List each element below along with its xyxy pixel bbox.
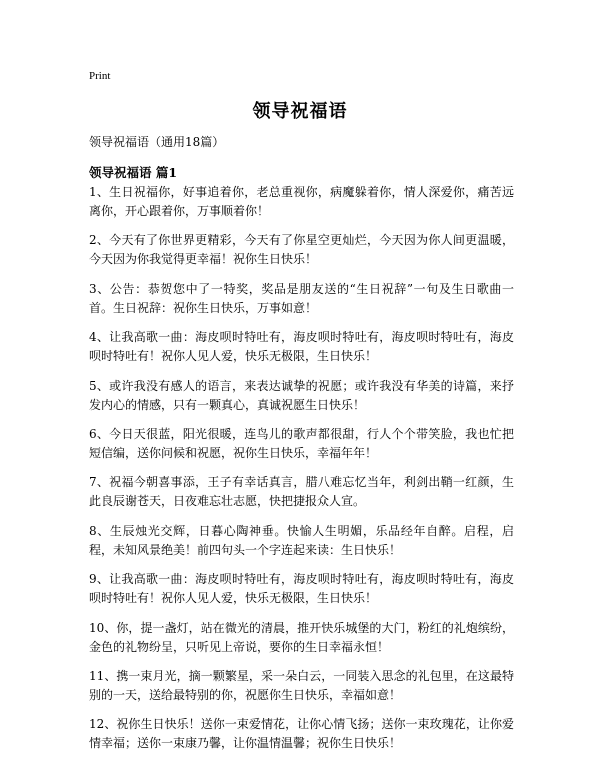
list-item: 12、祝你生日快乐！送你一束爱情花，让你心情飞扬；送你一束玫瑰花，让你爱情幸福；送你一束康乃馨，让你温情温馨；祝你生日快乐！ — [89, 717, 514, 751]
list-item: 6、今日天很蓝，阳光很暖，连鸟儿的歌声都很甜，行人个个带笑脸，我也忙把短信编，送你问候和祝愿，祝你生日快乐，幸福年年！ — [89, 426, 514, 460]
list-item: 7、祝福今朝喜事添，王子有幸话真言，腊八难忘忆当年，利剑出鞘一红颜，生此良辰谢苍天，日夜难忘壮志愿，快把捷报众人宣。 — [89, 475, 514, 509]
list-item: 3、公告：恭贺您中了一特奖，奖品是朋友送的“生日祝辞”一句及生日歌曲一首。生日祝辞：祝你生日快乐，万事如意！ — [89, 281, 514, 315]
document-subtitle: 领导祝福语（通用18篇） — [89, 135, 225, 149]
list-item: 11、携一束月光，摘一颗繁星，采一朵白云，一同装入思念的礼包里，在这最特别的一天，送给最特别的你，祝愿你生日快乐，幸福如意！ — [89, 668, 514, 702]
blessing-list — [89, 183, 514, 764]
list-item: 9、让我高歌一曲：海皮呗时特吐有，海皮呗时特吐有，海皮呗时特吐有，海皮呗时特吐有！祝你人见人爱，快乐无极限，生日快乐！ — [89, 572, 514, 606]
list-item: 2、今天有了你世界更精彩，今天有了你星空更灿烂，今天因为你人间更温暖，今天因为你我觉得更幸福！祝你生日快乐！ — [89, 233, 514, 267]
page-title: 领导祝福语 — [252, 101, 348, 122]
list-item: 1、生日祝福你，好事追着你，老总重视你，病魔躲着你，情人深爱你，痛苦远离你，开心跟着你，万事顺着你！ — [89, 185, 514, 218]
list-item: 4、让我高歌一曲：海皮呗时特吐有，海皮呗时特吐有，海皮呗时特吐有，海皮呗时特吐有！祝你人见人爱，快乐无极限，生日快乐！ — [89, 330, 514, 364]
list-item: 5、或许我没有感人的语言，来表达诚挚的祝愿；或许我没有华美的诗篇，来抒发内心的情感，只有一颗真心，真诚祝愿生日快乐！ — [89, 378, 514, 412]
section-heading: 领导祝福语 篇1 — [89, 165, 178, 180]
list-item: 10、你，提一盏灯，站在微光的清晨，推开快乐城堡的大门，粉红的礼炮缤纷，金色的礼物纷呈，只听见上帝说，要你的生日幸福永恒！ — [89, 620, 514, 654]
print-link[interactable]: Print — [89, 70, 111, 82]
list-item: 8、生辰烛光交辉，日暮心陶神垂。快愉人生明媚，乐品经年自醉。启程，启程，未知风景绝美！前四句头一个字连起来读：生日快乐！ — [89, 523, 514, 557]
